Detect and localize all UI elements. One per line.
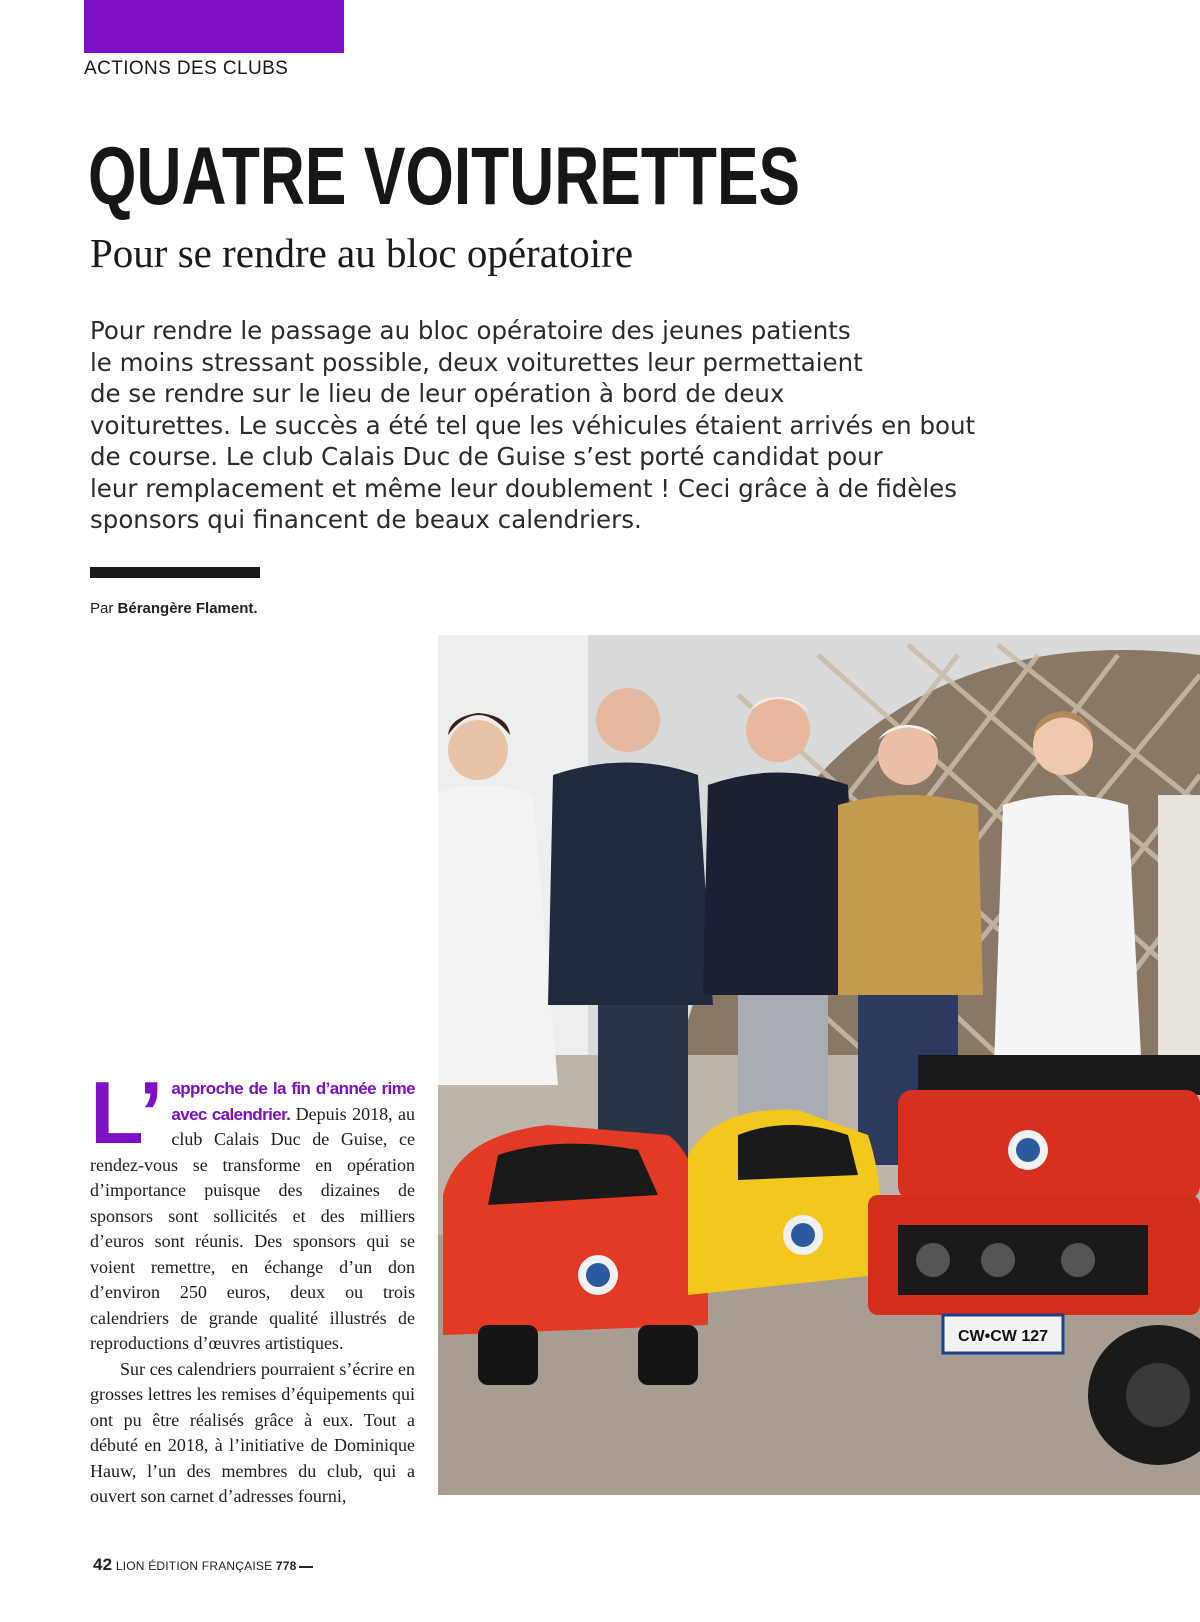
lead-in: approche de la fin d’année rime avec calendrier. [171,1079,415,1124]
article-lead [90,315,990,536]
body-paragraph [90,1063,415,1357]
publication-name: LION ÉDITION FRANÇAISE [115,1559,273,1573]
article-body [90,1063,415,1510]
byline-author: Bérangère Flament. [117,600,258,617]
section-color-tab [84,0,344,53]
body-paragraph: Sur ces calendriers pourraient s’écrire en grosses lettres les remises d’équipements qui ont pu être réalisés grâce à eux. Tout a débuté en 2018, à l’initiative de Dominique Hauw, l’un des membres du club, qui a ouvert son carnet d’adresses fourni, [90,1358,415,1506]
page-number: 42 [93,1555,113,1574]
byline-prefix: Par [90,600,118,617]
lead-line: voiturettes. Le succès a été tel que les véhicules étaient arrivés en bout [90,410,976,440]
footer-dash [299,1566,313,1568]
license-plate: CW•CW 127 [957,1328,1049,1345]
article-photo [438,635,1200,1495]
page-footer [93,1555,313,1575]
lead-line: leur remplacement et même leur doublement ! Ceci grâce à de fidèles [90,473,958,503]
lead-line: de se rendre sur le lieu de leur opération à bord de deux [90,379,785,408]
byline [90,600,258,617]
issue-number: 778 [275,1559,297,1573]
drop-cap: L’ [90,1063,164,1162]
section-label: ACTIONS DES CLUBS [84,58,289,79]
article-title: QUATRE VOITURETTES [88,131,801,222]
lead-line: sponsors qui financent de beaux calendriers. [90,505,642,534]
photo-illustration [438,635,1200,1495]
lead-line: de course. Le club Calais Duc de Guise s’est porté candidat pour [90,442,883,471]
lead-line: Pour rendre le passage au bloc opératoire des jeunes patients [90,316,851,345]
lead-line: le moins stressant possible, deux voiturettes leur permettaient [90,347,863,377]
separator-rule [90,567,260,578]
article-subtitle: Pour se rendre au bloc opératoire [90,230,634,276]
paragraph-text: Depuis 2018, au club Calais Duc de Guise, ce rendez-vous se transforme en opération d’importance puisque des dizaines de sponsors sont sollicités et des milliers d’euros sont réunis. Des sponsors qui se voient remettre, en échange d’un don d’environ 250 euros, deux ou trois calendriers de grande qualité illustrés de reproductions d’œuvres artistiques. [90,1103,415,1353]
